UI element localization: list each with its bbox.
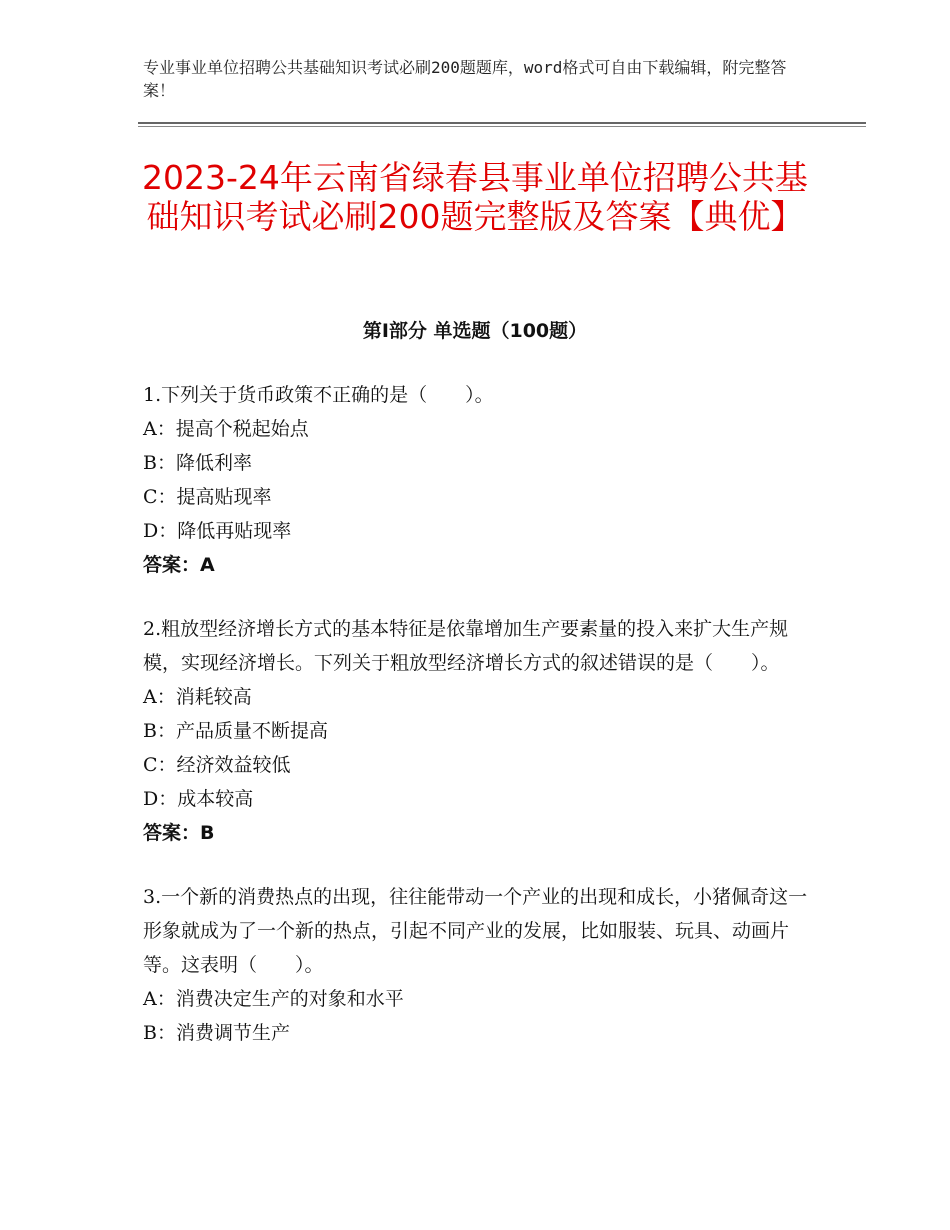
section-heading: 第Ⅰ部分 单选题（100题） <box>362 320 588 342</box>
question-stem: 2.粗放型经济增长方式的基本特征是依靠增加生产要素量的投入来扩大生产规模，实现经济增长。下列关于粗放型经济增长方式的叙述错误的是（ ）。 <box>143 618 789 674</box>
option-b: B：产品质量不断提高 <box>143 720 328 742</box>
question-stem: 1.下列关于货币政策不正确的是（ ）。 <box>143 384 494 406</box>
option-d: D：成本较高 <box>143 788 254 810</box>
question-stem: 3.一个新的消费热点的出现，往往能带动一个产业的出现和成长，小猪佩奇这一形象就成为了一个新的热点，引起不同产业的发展，比如服装、玩具、动画片等。这表明（ ）。 <box>143 886 808 976</box>
header-rule-thick <box>138 122 866 124</box>
option-a: A：消耗较高 <box>143 686 252 708</box>
option-b: B：消费调节生产 <box>143 1022 290 1044</box>
option-b: B：降低利率 <box>143 452 252 474</box>
question-item <box>143 612 808 850</box>
answer-line: 答案：A <box>143 554 215 576</box>
option-c: C：经济效益较低 <box>143 754 291 776</box>
answer-line: 答案：B <box>143 822 215 844</box>
option-d: D：降低再贴现率 <box>143 520 292 542</box>
question-list <box>143 378 808 1080</box>
option-c: C：提高贴现率 <box>143 486 272 508</box>
document-title: 2023-24年云南省绿春县事业单位招聘公共基础知识考试必刷200题完整版及答案【典优】 <box>142 158 808 236</box>
option-a: A：消费决定生产的对象和水平 <box>143 988 404 1010</box>
header-rule-thin <box>138 126 866 127</box>
question-item <box>143 880 808 1050</box>
option-a: A：提高个税起始点 <box>143 418 309 440</box>
header-note: 专业事业单位招聘公共基础知识考试必刷200题题库，word格式可自由下载编辑，附完整答案！ <box>143 58 787 100</box>
question-item <box>143 378 808 582</box>
